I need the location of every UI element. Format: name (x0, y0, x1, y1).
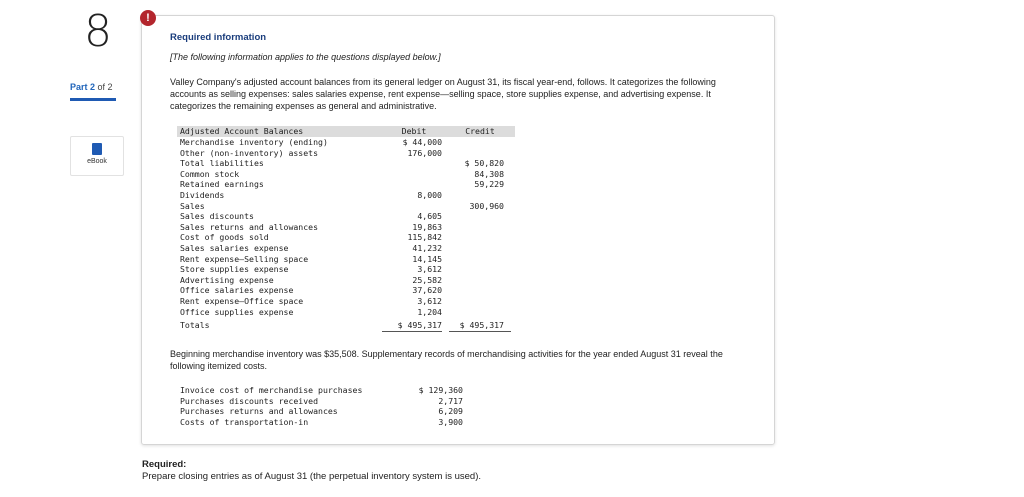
cost-value: 3,900 (438, 416, 463, 427)
cost-value: 6,209 (438, 406, 463, 417)
required-text: Prepare closing entries as of August 31 (the perpetual inventory system is used). (142, 471, 482, 482)
debit-cell: 176,000 (407, 147, 442, 158)
cost-row (177, 385, 477, 396)
book-icon (92, 143, 102, 155)
account-name: Retained earnings (180, 179, 264, 190)
account-name: Office salaries expense (180, 285, 294, 296)
cost-value: $ 129,360 (418, 385, 463, 395)
table-row (177, 148, 515, 159)
header-credit: Credit (465, 126, 495, 136)
table-row (177, 137, 515, 148)
totals-label: Totals (180, 320, 210, 331)
account-name: Rent expense—Office space (180, 295, 304, 306)
table-row (177, 307, 515, 318)
cost-row (177, 406, 477, 417)
cost-label: Invoice cost of merchandise purchases (180, 385, 363, 395)
debit-cell: 4,605 (417, 211, 442, 222)
table-row (177, 232, 515, 243)
credit-cell: 59,229 (474, 179, 504, 190)
account-name: Dividends (180, 189, 225, 200)
totals-row (177, 320, 515, 331)
question-number: 8 (84, 6, 112, 57)
ebook-label: eBook (87, 158, 107, 165)
info-paragraph: Valley Company's adjusted account balances from its general ledger on August 31, its fiscal year-end, follows. It categorizes the following accounts as selling expenses: sales salaries expense, rent expense—selling space, store supplies expense, and advertising expense. It categorizes the remaining expenses as general and administrative. (170, 77, 716, 111)
debit-cell: 41,232 (412, 242, 442, 253)
debit-cell: 115,842 (407, 232, 442, 243)
header-debit: Debit (401, 126, 427, 136)
credit-cell: $ 50,820 (464, 158, 504, 169)
account-name: Sales (180, 200, 205, 211)
table-row (177, 179, 515, 190)
part-prefix: Part 2 (70, 82, 96, 92)
table-row (177, 222, 515, 233)
credit-cell: 84,308 (474, 168, 504, 179)
cost-label: Purchases returns and allowances (180, 406, 338, 417)
cost-row (177, 396, 477, 407)
table-header (177, 126, 515, 137)
table-row (177, 264, 515, 275)
itemized-costs-table (177, 385, 477, 427)
table-row (177, 296, 515, 307)
account-name: Cost of goods sold (180, 232, 269, 243)
cost-label: Purchases discounts received (180, 395, 319, 406)
account-name: Sales salaries expense (180, 242, 289, 253)
totals-debit: $ 495,317 (397, 320, 442, 331)
debit-cell: 3,612 (417, 264, 442, 275)
credit-total-underline (449, 331, 511, 332)
ebook-button[interactable] (70, 136, 124, 176)
account-name: Total liabilities (180, 158, 264, 169)
account-name: Advertising expense (180, 274, 274, 285)
debit-cell: 37,620 (412, 285, 442, 296)
table-row (177, 158, 515, 169)
table-row (177, 201, 515, 212)
header-account: Adjusted Account Balances (180, 126, 304, 136)
account-balances-table (177, 126, 515, 331)
debit-total-underline (382, 331, 442, 332)
table-row (177, 275, 515, 286)
info-note: [The following information applies to the questions displayed below.] (170, 52, 441, 62)
required-heading: Required: (142, 459, 187, 470)
debit-cell: 1,204 (417, 306, 442, 317)
table-row (177, 190, 515, 201)
beginning-inventory-paragraph: Beginning merchandise inventory was $35,508. Supplementary records of merchandising activities for the year ended August 31 reveal the following itemized costs. (170, 349, 723, 371)
info-title: Required information (170, 32, 267, 43)
table-row (177, 169, 515, 180)
account-name: Office supplies expense (180, 306, 294, 317)
table-row (177, 285, 515, 296)
account-name: Common stock (180, 168, 240, 179)
part-suffix: of 2 (97, 82, 113, 92)
account-name: Sales returns and allowances (180, 221, 319, 232)
account-name: Merchandise inventory (ending) (180, 137, 328, 147)
debit-cell: 8,000 (417, 189, 442, 200)
credit-cell: 300,960 (469, 200, 504, 211)
cost-row (177, 417, 477, 428)
account-name: Sales discounts (180, 211, 254, 222)
account-name: Store supplies expense (180, 264, 289, 275)
debit-cell: 14,145 (412, 253, 442, 264)
debit-cell: $ 44,000 (402, 137, 442, 147)
part-indicator (70, 82, 113, 92)
table-row (177, 243, 515, 254)
table-row (177, 211, 515, 222)
cost-label: Costs of transportation-in (180, 416, 309, 427)
part-progress-bar (70, 98, 116, 101)
alert-icon: ! (140, 10, 156, 26)
debit-cell: 3,612 (417, 295, 442, 306)
debit-cell: 19,863 (412, 221, 442, 232)
account-name: Other (non-inventory) assets (180, 147, 319, 158)
totals-credit: $ 495,317 (459, 320, 504, 331)
table-row (177, 254, 515, 265)
debit-cell: 25,582 (412, 274, 442, 285)
cost-value: 2,717 (438, 395, 463, 406)
account-name: Rent expense—Selling space (180, 253, 309, 264)
